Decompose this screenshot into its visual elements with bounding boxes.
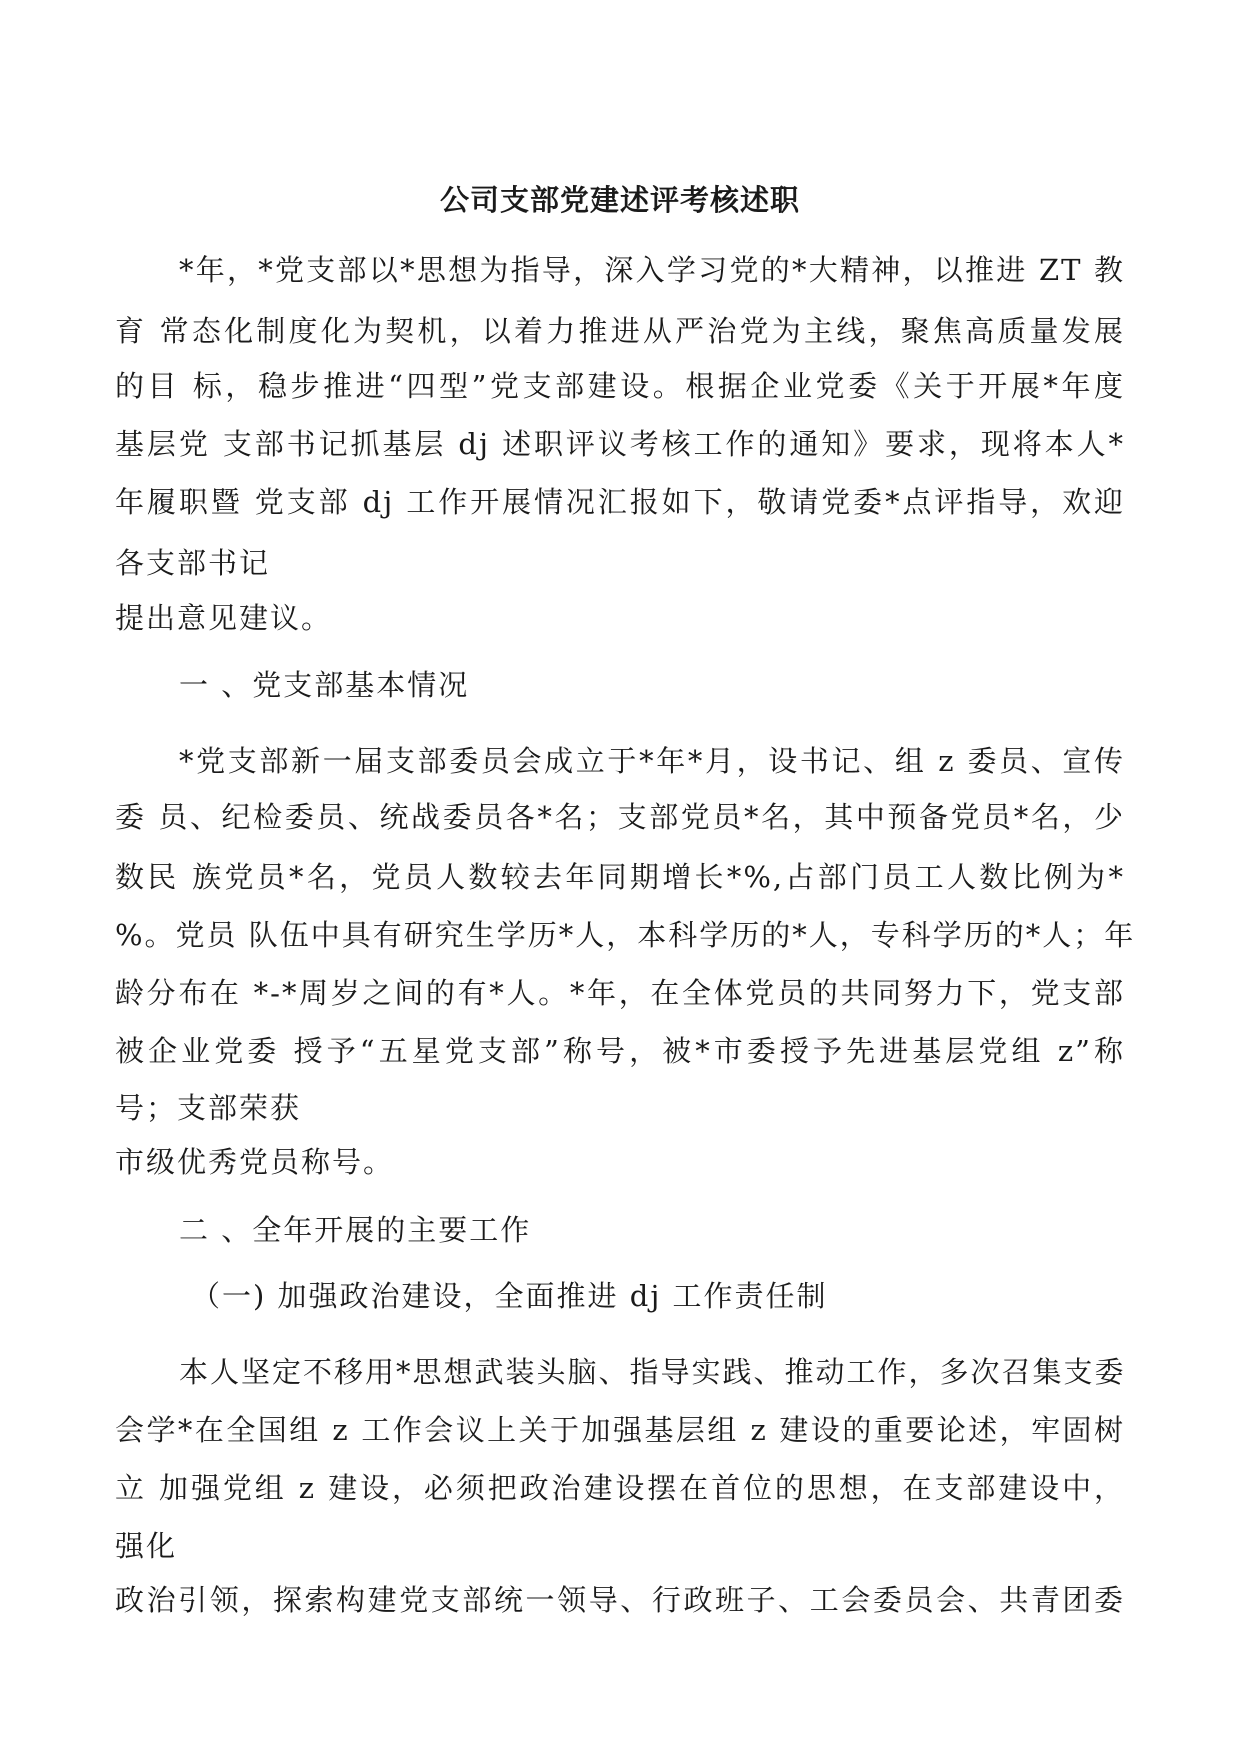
paragraph-line: 强化 [115,1529,178,1563]
paragraph-line: 基层党 支部书记抓基层 dj 述职评议考核工作的通知》要求，现将本人* [115,427,1125,461]
paragraph-line: 号；支部荣获 [115,1091,302,1125]
subsection-heading: （一) 加强政治建设，全面推进 dj 工作责任制 [191,1279,828,1313]
document-title: 公司支部党建述评考核述职 [439,183,800,217]
paragraph-line: 立 加强党组 z 建设，必须把政治建设摆在首位的思想，在支部建设中， [115,1471,1125,1505]
paragraph-line: 本人坚定不移用*思想武装头脑、指导实践、推动工作，多次召集支委 [179,1355,1126,1389]
paragraph-line: *年，*党支部以*思想为指导，深入学习党的*大精神，以推进 ZT 教 [179,253,1125,287]
paragraph-line: 各支部书记 [115,546,271,580]
paragraph-line: *党支部新一届支部委员会成立于*年*月，设书记、组 z 委员、宣传 [179,744,1125,778]
paragraph-line: 龄分布在 *-*周岁之间的有*人。*年，在全体党员的共同努力下，党支部 [115,976,1125,1010]
paragraph-line: 被企业党委 授予“五星党支部”称号，被*市委授予先进基层党组 z”称 [115,1034,1125,1068]
paragraph-line: 年履职暨 党支部 dj 工作开展情况汇报如下，敬请党委*点评指导，欢迎 [115,485,1125,519]
paragraph-line: 会学*在全国组 z 工作会议上关于加强基层组 z 建设的重要论述，牢固树 [115,1413,1125,1447]
paragraph-line: 政治引领，探索构建党支部统一领导、行政班子、工会委员会、共青团委 [115,1583,1125,1617]
paragraph-line: 育 常态化制度化为契机，以着力推进从严治党为主线，聚焦高质量发展 [115,314,1125,348]
paragraph-line: %。党员 队伍中具有研究生学历*人，本科学历的*人，专科学历的*人；年 [115,918,1136,952]
paragraph-line: 市级优秀党员称号。 [115,1145,395,1179]
section-heading: 二 、全年开展的主要工作 [179,1213,532,1247]
section-heading: 一 、党支部基本情况 [179,668,470,702]
paragraph-line: 委 员、纪检委员、统战委员各*名；支部党员*名，其中预备党员*名，少 [115,800,1125,834]
paragraph-line: 数民 族党员*名，党员人数较去年同期增长*%,占部门员工人数比例为* [115,860,1125,894]
paragraph-line: 的目 标，稳步推进“四型”党支部建设。根据企业党委《关于开展*年度 [115,369,1125,403]
paragraph-line: 提出意见建议。 [115,601,333,635]
